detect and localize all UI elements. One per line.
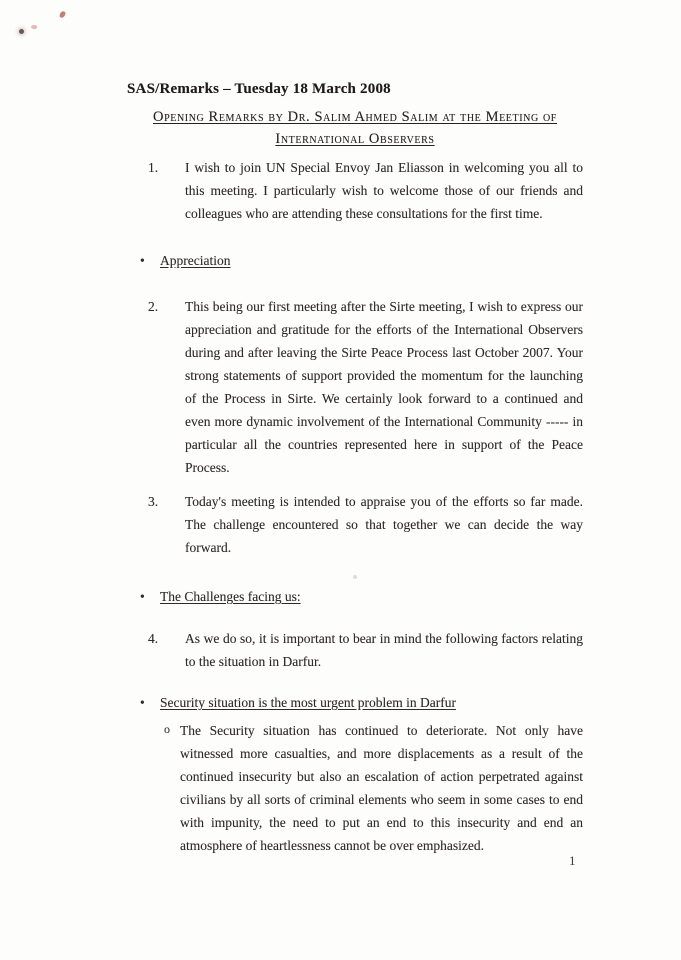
page-number: 1 <box>569 853 576 868</box>
paragraph-number: 1. <box>148 160 159 175</box>
document-title <box>127 106 583 150</box>
sub-bullet-paragraph-security <box>127 719 583 857</box>
paragraph-text: This being our first meeting after the Sirte meeting, I wish to express our appreciation and gratitude for the efforts of the International Observers during and after leaving the Sirte Peace Process last October 2007. Your strong statements of support provided the momentum for the launching of the Process in Sirte. We certainly look forward to a continued and even more dynamic involvement of the International Community ----- in particular all the countries represented here in support of the Peace Process. <box>185 299 583 475</box>
scan-artifact-speck <box>19 29 24 34</box>
numbered-paragraph-2 <box>127 295 583 479</box>
numbered-paragraph-4 <box>127 627 583 673</box>
bullet-heading-text: The Challenges facing us: <box>160 589 301 604</box>
paragraph-text: Today's meeting is intended to appraise you of the efforts so far made. The challenge encountered so that together we can decide the way forward. <box>185 494 583 555</box>
bullet-dot-icon: • <box>140 589 145 604</box>
paragraph-number: 2. <box>148 299 159 314</box>
paragraph-text: As we do so, it is important to bear in mind the following factors relating to the situation in Darfur. <box>185 631 583 669</box>
bullet-heading-challenges <box>127 585 583 608</box>
document-header: SAS/Remarks – Tuesday 18 March 2008 <box>127 81 391 97</box>
paragraph-number: 3. <box>148 494 159 509</box>
bullet-heading-text: Appreciation <box>160 253 231 268</box>
bullet-dot-icon: • <box>140 253 145 268</box>
numbered-paragraph-1 <box>127 156 583 225</box>
paragraph-text: I wish to join UN Special Envoy Jan Eliasson in welcoming you all to this meeting. I particularly wish to welcome those of our friends and colleagues who are attending these consultations for the first time. <box>185 160 583 221</box>
document-title-line-2: International Observers <box>275 131 435 147</box>
sub-paragraph-text: The Security situation has continued to deteriorate. Not only have witnessed more casualties, and more displacements as a result of the continued insecurity but also an escalation of action perpetrated against civilians by all sorts of criminal elements who seem in some cases to end with impunity, the need to put an end to this insecurity and end an atmosphere of heartlessness cannot be over emphasized. <box>180 723 583 853</box>
numbered-paragraph-3 <box>127 490 583 559</box>
bullet-heading-security <box>127 691 583 714</box>
scan-artifact-speck <box>31 25 37 29</box>
bullet-heading-text: Security situation is the most urgent problem in Darfur <box>160 695 456 710</box>
paragraph-number: 4. <box>148 631 159 646</box>
bullet-heading-appreciation <box>127 249 583 272</box>
bullet-dot-icon: • <box>140 695 145 710</box>
document-title-line-1: Opening Remarks by Dr. Salim Ahmed Salim at the Meeting of <box>153 109 557 125</box>
scan-artifact-speck <box>59 10 66 18</box>
sub-bullet-circle-icon: o <box>164 722 170 736</box>
document-body <box>127 156 583 857</box>
